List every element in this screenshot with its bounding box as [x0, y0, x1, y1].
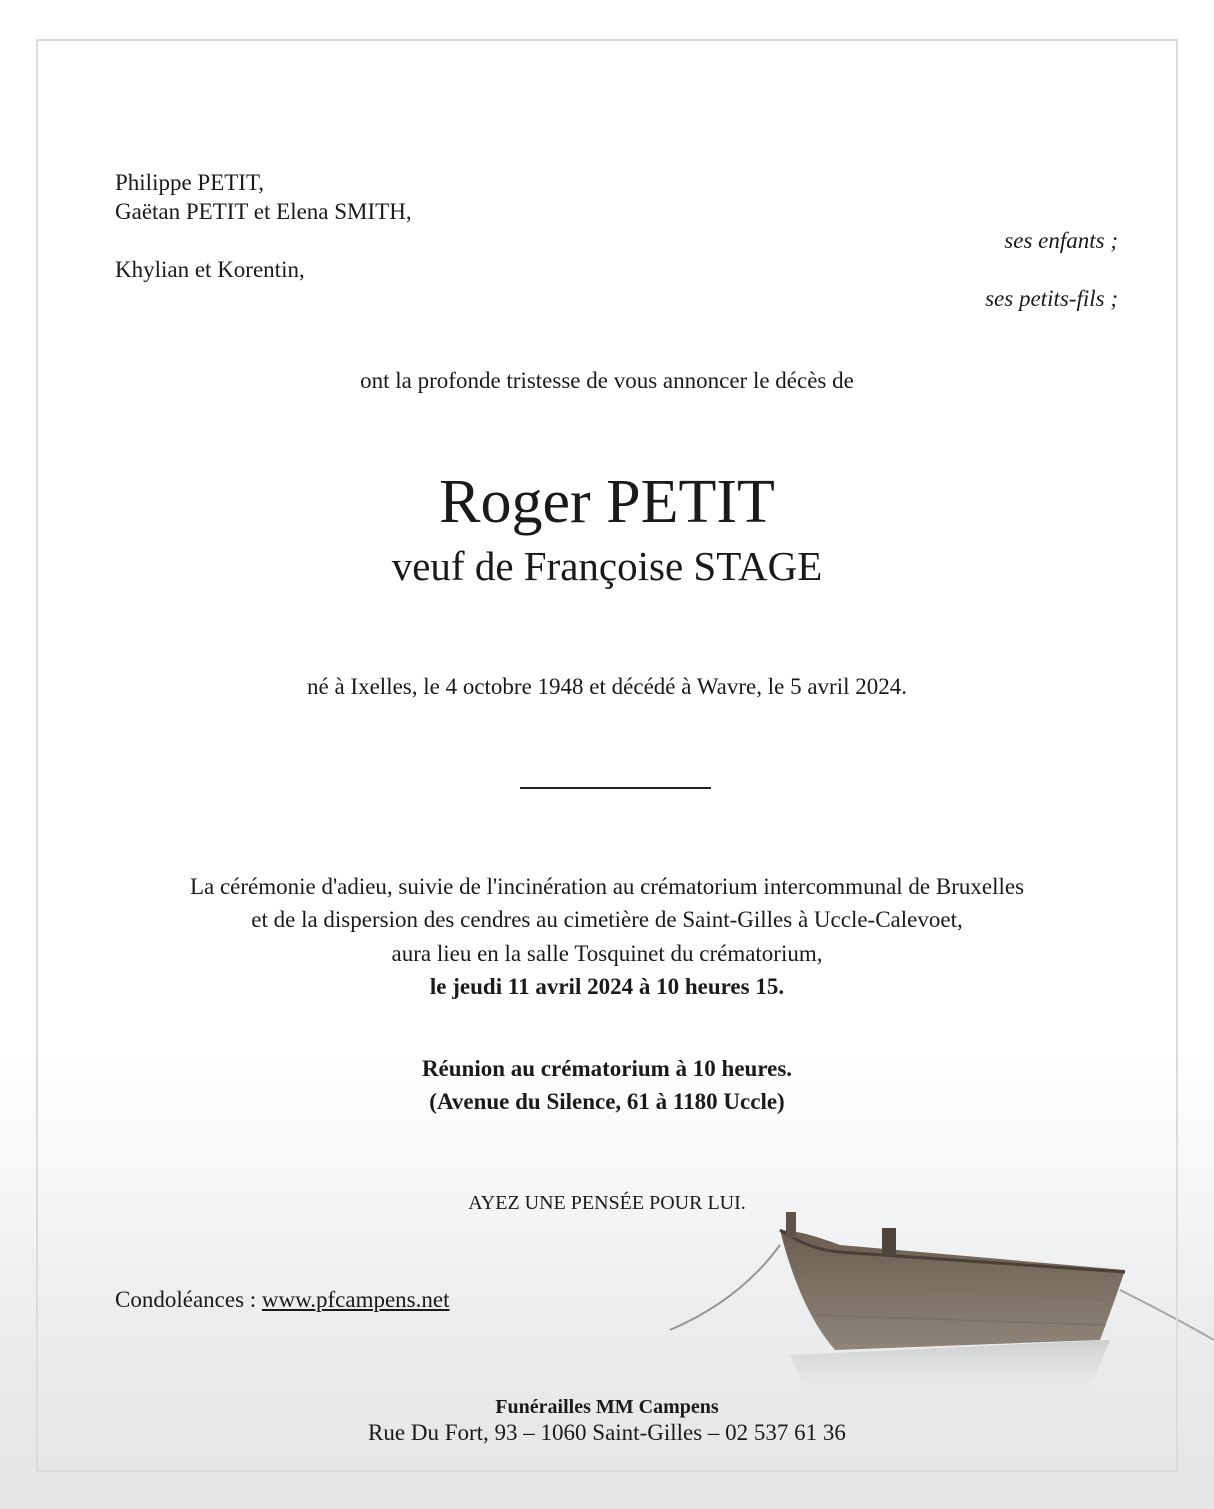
- birth-death-text: né à Ixelles, le 4 octobre 1948 et décédé à Wavre, le 5 avril 2024.: [307, 674, 907, 699]
- family-line-grandchildren: Khylian et Korentin,: [115, 257, 305, 282]
- role-children: ses enfants ;: [1004, 228, 1118, 253]
- family-line-children-2: Gaëtan PETIT et Elena SMITH,: [115, 199, 412, 224]
- ceremony-line-3: aura lieu en la salle Tosquinet du crématorium,: [391, 941, 823, 966]
- condolences-label: Condoléances :: [115, 1287, 262, 1312]
- meeting-address: (Avenue du Silence, 61 à 1180 Uccle): [429, 1089, 785, 1114]
- meeting-text: Réunion au crématorium à 10 heures.: [421, 1056, 793, 1081]
- deceased-widow-of: veuf de Françoise STAGE: [391, 543, 823, 589]
- divider-line: [520, 787, 711, 789]
- thought-text: AYEZ UNE PENSÉE POUR LUI.: [468, 1192, 746, 1214]
- ceremony-line-1: La cérémonie d'adieu, suivie de l'incinération au crématorium intercommunal de Bruxelles: [189, 874, 1025, 899]
- announcement-text: ont la profonde tristesse de vous annoncer le décès de: [360, 368, 854, 393]
- ceremony-date: le jeudi 11 avril 2024 à 10 heures 15.: [429, 974, 785, 999]
- funeral-home-address: Rue Du Fort, 93 – 1060 Saint-Gilles – 02 537 61 36: [368, 1420, 846, 1445]
- ceremony-line-2: et de la dispersion des cendres au cimetière de Saint-Gilles à Uccle-Calevoet,: [251, 907, 963, 932]
- role-grandchildren: ses petits-fils ;: [985, 286, 1118, 311]
- condolences-link[interactable]: www.pfcampens.net: [261, 1287, 450, 1312]
- deceased-name: Roger PETIT: [439, 468, 775, 536]
- condolences-line: [115, 1285, 449, 1314]
- funeral-home-name: Funérailles MM Campens: [495, 1396, 719, 1418]
- family-line-children-1: Philippe PETIT,: [115, 170, 265, 195]
